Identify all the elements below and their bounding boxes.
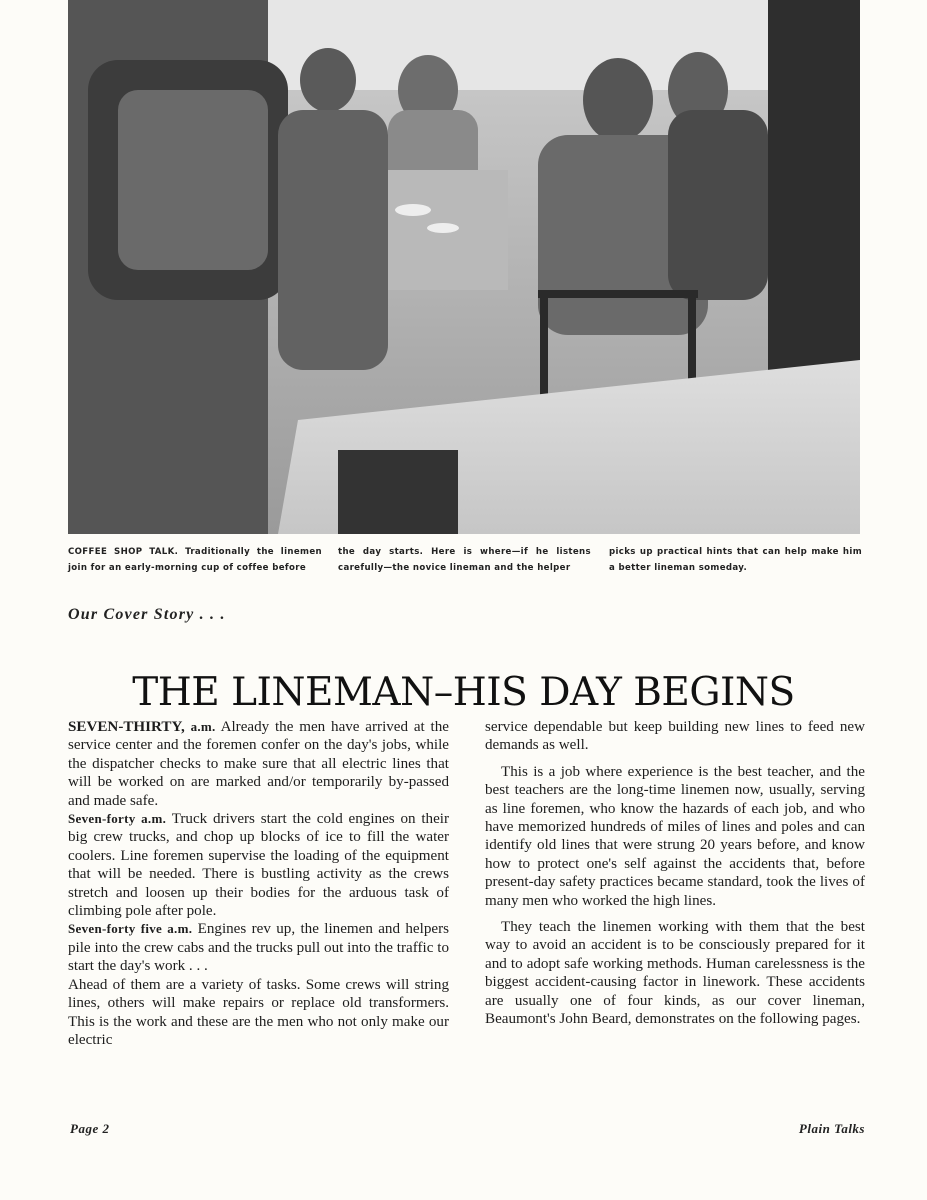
caption-lead: COFFEE SHOP TALK.: [68, 547, 179, 557]
cover-photo: [68, 0, 860, 534]
paragraph-seven-forty-five: [68, 920, 449, 975]
paragraph-text: Engines rev up, the linemen and helpers pile into the crew cabs and the trucks pull out into the traffic to start the day's work . . .: [68, 921, 449, 975]
headline: THE LINEMAN–HIS DAY BEGINS: [132, 670, 795, 716]
caption-text-3: picks up practical hints that can help make him a better lineman someday.: [609, 547, 862, 573]
paragraph-seven-thirty: [68, 718, 449, 810]
caption-column-2: [338, 544, 591, 576]
kicker: Our Cover Story . . .: [68, 606, 226, 623]
paragraph-seven-forty: [68, 810, 449, 920]
paragraph-text: Ahead of them are a variety of tasks. Some crews will string lines, others will make repairs or replace old transformers. This is the work and these are the men who not only make our electric: [68, 976, 449, 1048]
caption-column-1: [68, 544, 322, 576]
paragraph-service: service dependable but keep building new lines to feed new demands as well.: [485, 719, 865, 754]
paragraph-time: Seven-forty a.m.: [68, 811, 167, 827]
caption-column-3: [609, 544, 862, 576]
coffee-shop-photo-illustration: [68, 0, 860, 534]
paragraph-time: a.m.: [190, 719, 216, 734]
article-column-left: [68, 718, 449, 1049]
paragraph-experience: This is a job where experience is the best teacher, and the best teachers are the long-time linemen now, usually, serving as line foremen, who know the hazards of each job, and who have memorized hundreds of miles of lines and poles and can identify old lines that were strung 20 years before, and know how to protect one's self against the accidents that, before present-day safety practices became standard, took the lives of many men who worked the high lines.: [485, 763, 865, 909]
paragraph-lead: SEVEN-THIRTY,: [68, 719, 185, 735]
paragraph-text: Already the men have arrived at the service center and the foremen confer on the day's jobs, while the dispatcher checks to make sure that all electric lines that will be worked on are marked and/or temporarily by-passed and made safe.: [68, 719, 449, 809]
paragraph-ahead: [68, 976, 449, 1050]
caption-text-1: Traditionally the linemen join for an early-morning cup of coffee before: [68, 547, 323, 573]
caption-text-2: the day starts. Here is where—if he listens carefully—the novice lineman and the helper: [338, 547, 591, 573]
publication-name: Plain Talks: [798, 1121, 865, 1136]
page-number: Page 2: [70, 1121, 110, 1136]
paragraph-time: Seven-forty five a.m.: [68, 921, 193, 937]
paragraph-teach: They teach the linemen working with them that the best way to avoid an accident is to be consciously prepared for it and to adopt safe working methods. Human carelessness is the biggest accident-causing factor in linework. These accidents are usually one of four kinds, as our cover lineman, Beaumont's John Beard, demonstrates on the following pages.: [485, 919, 865, 1028]
paragraph-text: Truck drivers start the cold engines on their big crew trucks, and chop up blocks of ice to fill the water coolers. Line foremen supervise the loading of the equipment that will be needed. There is bustling activity as the crews stretch and loosen up their bodies for the arduous task of climbing pole after pole.: [68, 811, 449, 920]
article-column-right: [485, 718, 865, 1037]
